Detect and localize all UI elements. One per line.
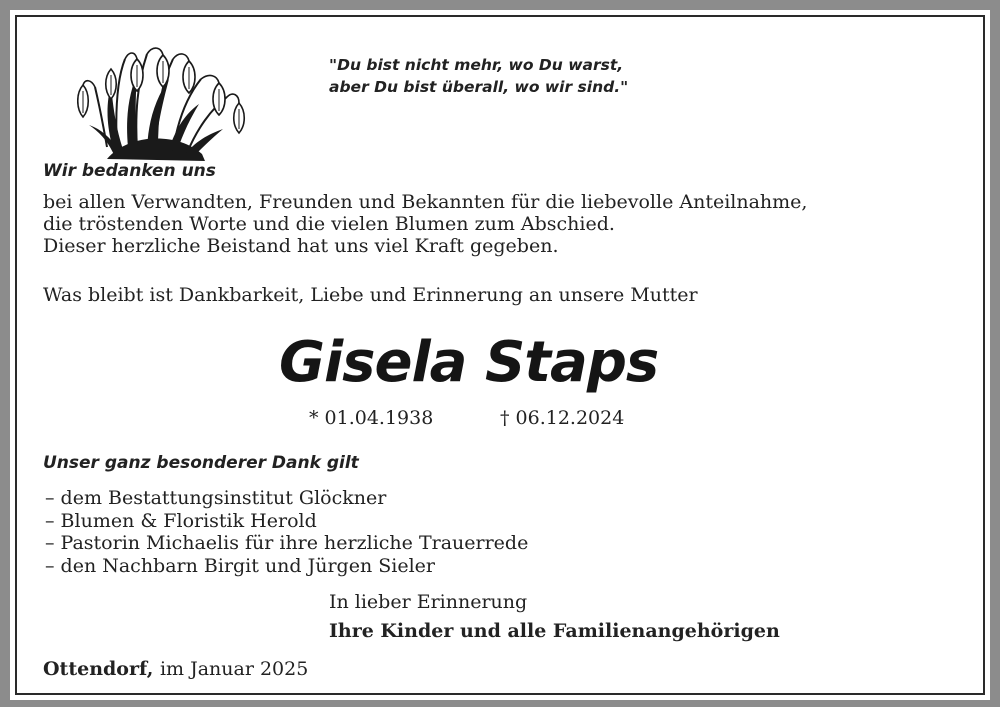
date: im Januar 2025 xyxy=(159,658,309,680)
place-date xyxy=(43,658,308,680)
thanks-heading: Wir bedanken uns xyxy=(43,161,216,181)
thanks-line-1: bei allen Verwandten, Freunden und Bekannten für die liebevolle Anteilnahme, xyxy=(43,191,808,213)
quote xyxy=(329,54,628,98)
quote-line-1: "Du bist nicht mehr, wo Du warst, xyxy=(329,56,624,74)
death-date: † 06.12.2024 xyxy=(500,407,625,429)
thanks-line-3: Dieser herzliche Beistand hat uns viel Kraft gegeben. xyxy=(43,235,559,257)
deceased-name: Gisela Staps xyxy=(279,330,659,395)
closing-line-2: Ihre Kinder und alle Familienangehörigen xyxy=(329,620,780,642)
list-item: – Blumen & Floristik Herold xyxy=(45,509,317,532)
obituary-border xyxy=(15,15,985,695)
remembrance-line: Was bleibt ist Dankbarkeit, Liebe und Erinnerung an unsere Mutter xyxy=(43,284,698,306)
snowdrop-flowers-icon xyxy=(77,29,247,164)
quote-line-2: aber Du bist überall, wo wir sind." xyxy=(329,78,629,96)
list-item: – den Nachbarn Birgit und Jürgen Sieler xyxy=(45,554,435,577)
list-item: – Pastorin Michaelis für ihre herzliche Trauerrede xyxy=(45,532,529,554)
obituary-card xyxy=(10,10,990,700)
special-thanks-heading: Unser ganz besonderer Dank gilt xyxy=(43,453,359,473)
thanks-body xyxy=(43,191,807,257)
closing-line-1: In lieber Erinnerung xyxy=(329,591,528,613)
thanks-line-2: die tröstenden Worte und die vielen Blumen zum Abschied. xyxy=(43,213,615,235)
list-item: – dem Bestattungsinstitut Glöckner xyxy=(45,487,387,509)
place: Ottendorf, xyxy=(43,658,160,680)
birth-date: * 01.04.1938 xyxy=(309,407,434,429)
special-thanks-list xyxy=(45,487,528,577)
